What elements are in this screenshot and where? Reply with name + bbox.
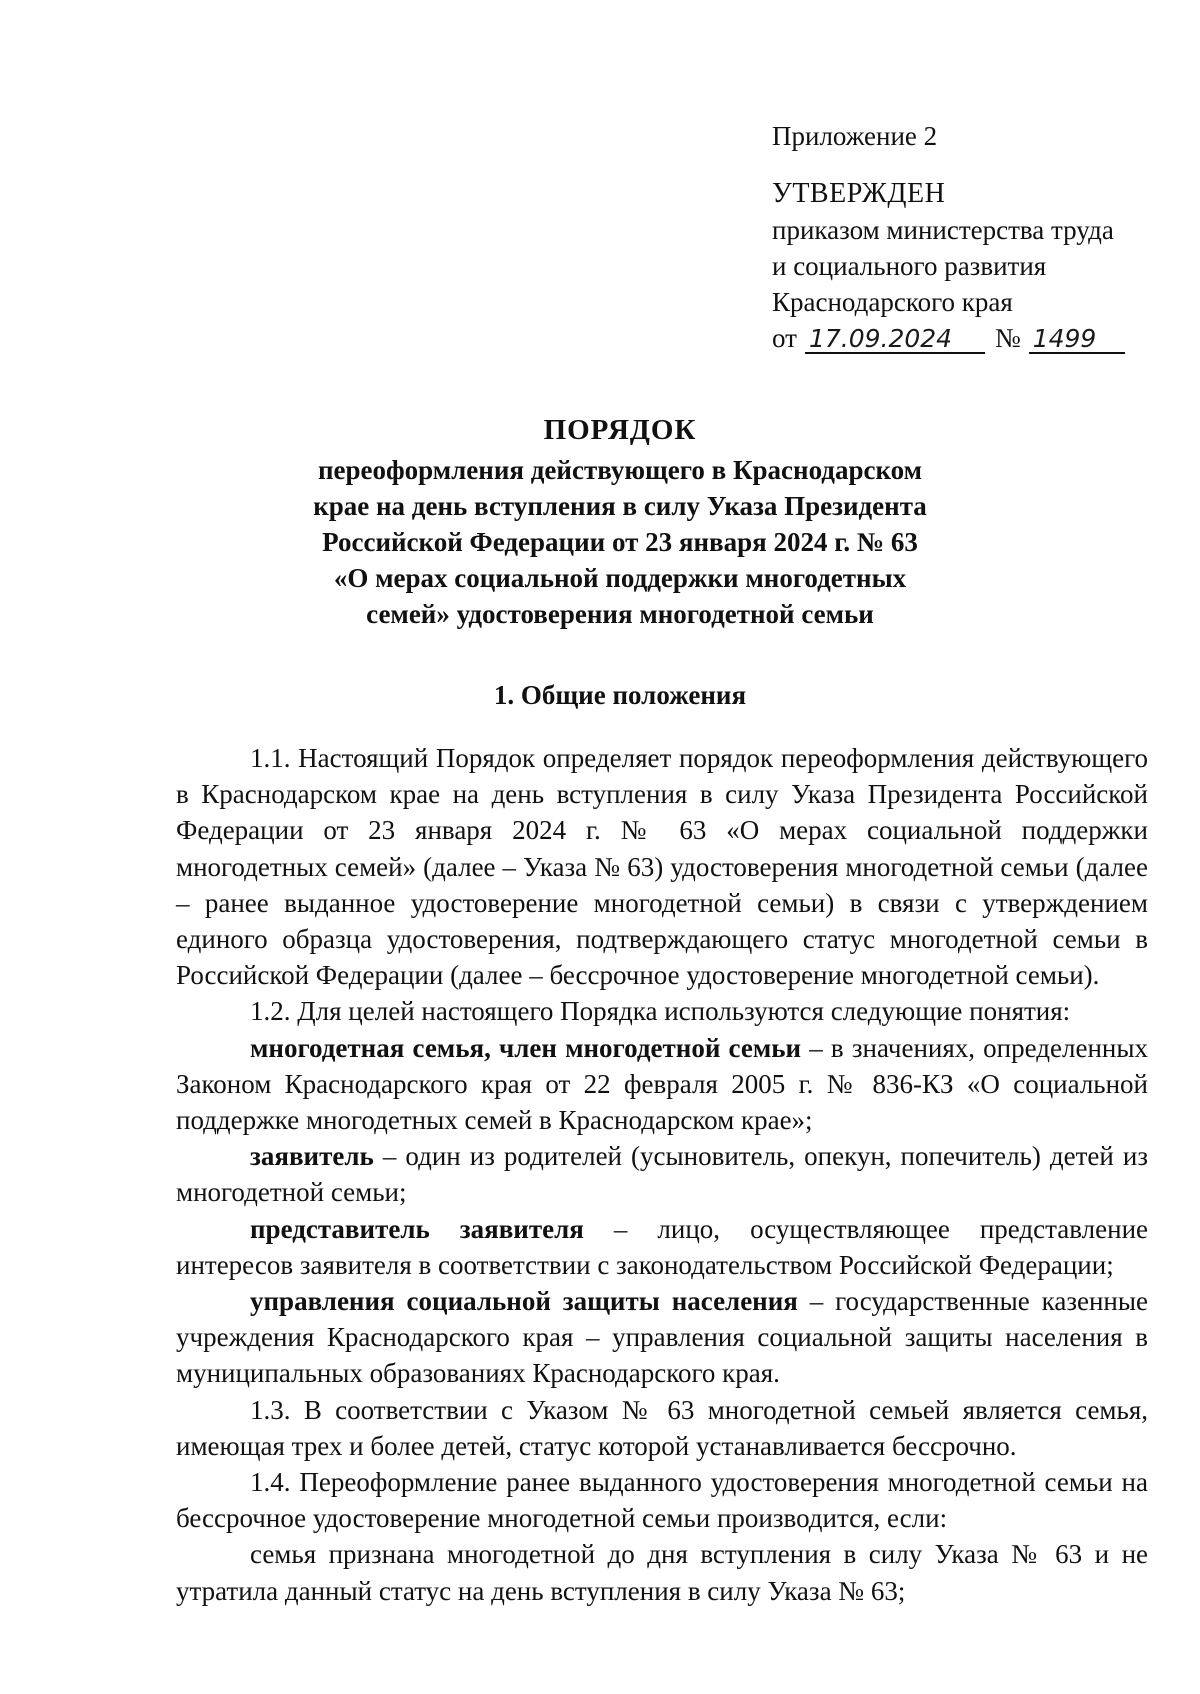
approval-line-1: приказом министерства труда: [772, 215, 1114, 245]
paragraph-1-4-condition: семья признана многодетной до дня вступления в силу Указа № 63 и не утратила данный статус на день вступления в силу Указа № 63;: [176, 1539, 1148, 1606]
term-applicant-representative: представитель заявителя: [250, 1213, 584, 1244]
definition-text-1: – в значениях, определенных Законом Краснодарского края от 22 февраля 2005 г. № 836-КЗ «О социальной поддержке многодетных семей в Краснодарском крае»;: [176, 1032, 1148, 1136]
title-main: ПОРЯДОК: [543, 414, 697, 446]
definition-1: [176, 1030, 1148, 1139]
title-line-4: «О мерах социальной поддержки многодетных: [333, 563, 907, 593]
approval-line-2: и социального развития: [772, 251, 1047, 281]
definition-4: [176, 1283, 1148, 1392]
paragraph-1-4: 1.4. Переоформление ранее выданного удостоверения многодетной семьи на бессрочное удостоверение многодетной семьи производится, если:: [176, 1467, 1148, 1534]
order-date-number-line: [772, 320, 1172, 356]
paragraph-1-1: 1.1. Настоящий Порядок определяет порядок переоформления действующего в Краснодарском крае на день вступления в силу Указа Президента Российской Федерации от 23 января 2024 г. № 63 «О мерах социальной поддержки многодетных семей» (далее – Указа № 63) удостоверения многодетной семьи (далее – ранее выданное удостоверение многодетной семьи) в связи с утверждением единого образца удостоверения, подтверждающего статус многодетной семьи в Российской Федерации (далее – бессрочное удостоверение многодетной семьи).: [176, 743, 1148, 991]
title-line-5: семей» удостоверения многодетной семьи: [366, 599, 874, 629]
date-prefix: от: [772, 323, 797, 353]
definition-text-3: – лицо, осуществляющее представление интересов заявителя в соответствии с законодательством Российской Федерации;: [176, 1213, 1148, 1280]
title-line-1: переоформления действующего в Краснодарском: [317, 455, 923, 485]
definition-text-4: – государственные казенные учреждения Краснодарского края – управления социальной защиты населения в муниципальных образованиях Краснодарского края.: [176, 1286, 1148, 1389]
definition-3: [176, 1211, 1148, 1283]
title-line-3: Российской Федерации от 23 января 2024 г. № 63: [322, 527, 918, 557]
definition-text-2: – один из родителей (усыновитель, опекун, попечитель) детей из многодетной семьи;: [176, 1141, 1148, 1208]
definition-2: [176, 1138, 1148, 1210]
section-heading: 1. Общие положения: [493, 680, 747, 710]
title-line-2: крае на день вступления в силу Указа Президента: [313, 491, 927, 521]
approval-line-3: Краснодарского края: [772, 287, 1013, 317]
document-title: [175, 412, 1065, 632]
term-applicant: заявитель: [250, 1141, 374, 1172]
handwritten-date: 17.09.2024: [805, 326, 985, 354]
approved-label: УТВЕРЖДЕН: [772, 178, 946, 209]
term-large-family: многодетная семья, член многодетной семьи: [250, 1032, 802, 1063]
number-prefix: №: [994, 323, 1021, 353]
paragraph-1-3: 1.3. В соответствии с Указом № 63 многодетной семьей является семья, имеющая трех и более детей, статус которой устанавливается бессрочно.: [176, 1394, 1148, 1461]
approval-stamp-block: [772, 118, 1172, 356]
annex-label: Приложение 2: [772, 121, 938, 151]
paragraph-1-2: 1.2. Для целей настоящего Порядка используются следующие понятия:: [250, 996, 1071, 1027]
section-body: [176, 740, 1148, 1609]
term-social-protection-offices: управления социальной защиты населения: [250, 1286, 798, 1317]
handwritten-number: 1499: [1029, 326, 1125, 354]
